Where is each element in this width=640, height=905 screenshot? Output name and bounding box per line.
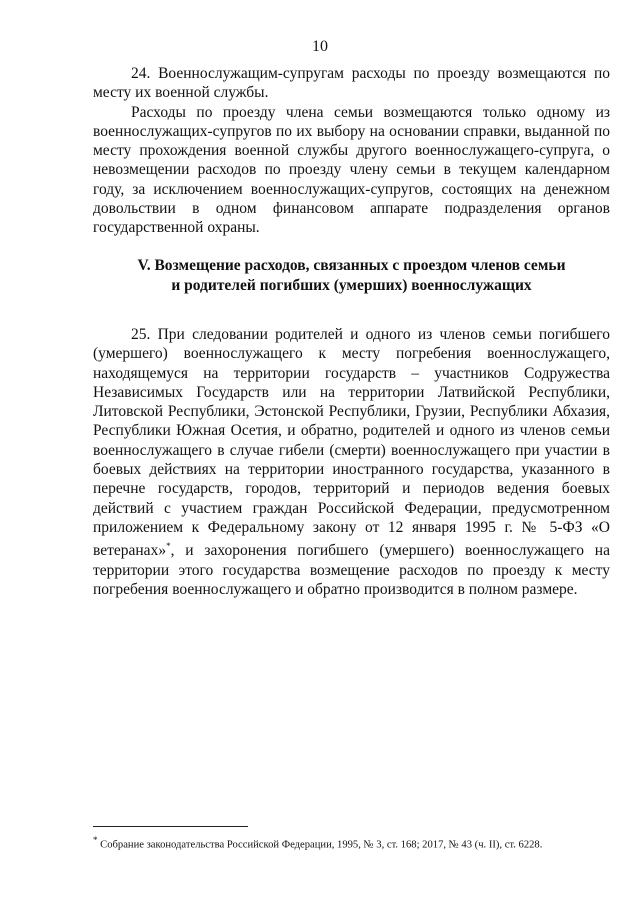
footnote-reference: * [166, 541, 171, 552]
footnote [93, 833, 610, 853]
section-24 [93, 64, 610, 238]
section-25 [93, 325, 610, 599]
heading-line-1: V. Возмещение расходов, связанных с проездом членов семьи [137, 257, 566, 274]
paragraph-25-text-1: 25. При следовании родителей и одного из членов семьи погибшего (умершего) военнослужащего к месту погребения военнослужащего, находящемуся на территории государств – участников Содружества Независимых Государств или на территории Латвийской Республики, Литовской Республики, Эстонской Республики, Грузии, Республики Абхазия, Республики Южная Осетия, и обратно, родителей и одного из членов семьи военнослужащего в случае гибели (смерти) военнослужащего при участии в боевых действиях на территории иностранного государства, указанного в перечне государств, городов, территорий и периодов ведения боевых действий с участием граждан Российской Федерации, предусмотренном приложением к Федеральному закону от 12 января 1995 г. № 5-ФЗ «О ветеранах» [93, 326, 610, 560]
section-heading [93, 256, 610, 296]
page-number: 10 [312, 38, 328, 55]
footnote-text: Собрание законодательства Российской Федерации, 1995, № 3, ст. 168; 2017, № 43 (ч. II), ст. 6228. [97, 839, 543, 851]
paragraph-25-text-2: , и захоронения погибшего (умершего) военнослужащего на территории этого государства возмещение расходов по проезду к месту погребения военнослужащего и обратно производится в полном размере. [93, 542, 610, 599]
heading-line-2: и родителей погибших (умерших) военнослужащих [171, 277, 532, 294]
footnote-mark: * [93, 835, 98, 845]
paragraph-25 [93, 325, 610, 599]
footnote-divider [93, 826, 248, 827]
paragraph-24-continued: Расходы по проезду члена семьи возмещаются только одному из военнослужащих-супругов по их выбору на основании справки, выданной по месту прохождения военной службы другого военнослужащего-супруга, о невозмещении расходов по проезду члену семьи в текущем календарном году, за исключением военнослужащих-супругов, состоящих на денежном довольствии в одном финансовом аппарате подразделения органов государственной охраны. [93, 103, 610, 237]
paragraph-24: 24. Военнослужащим-супругам расходы по проезду возмещаются по месту их военной службы. [93, 65, 610, 102]
